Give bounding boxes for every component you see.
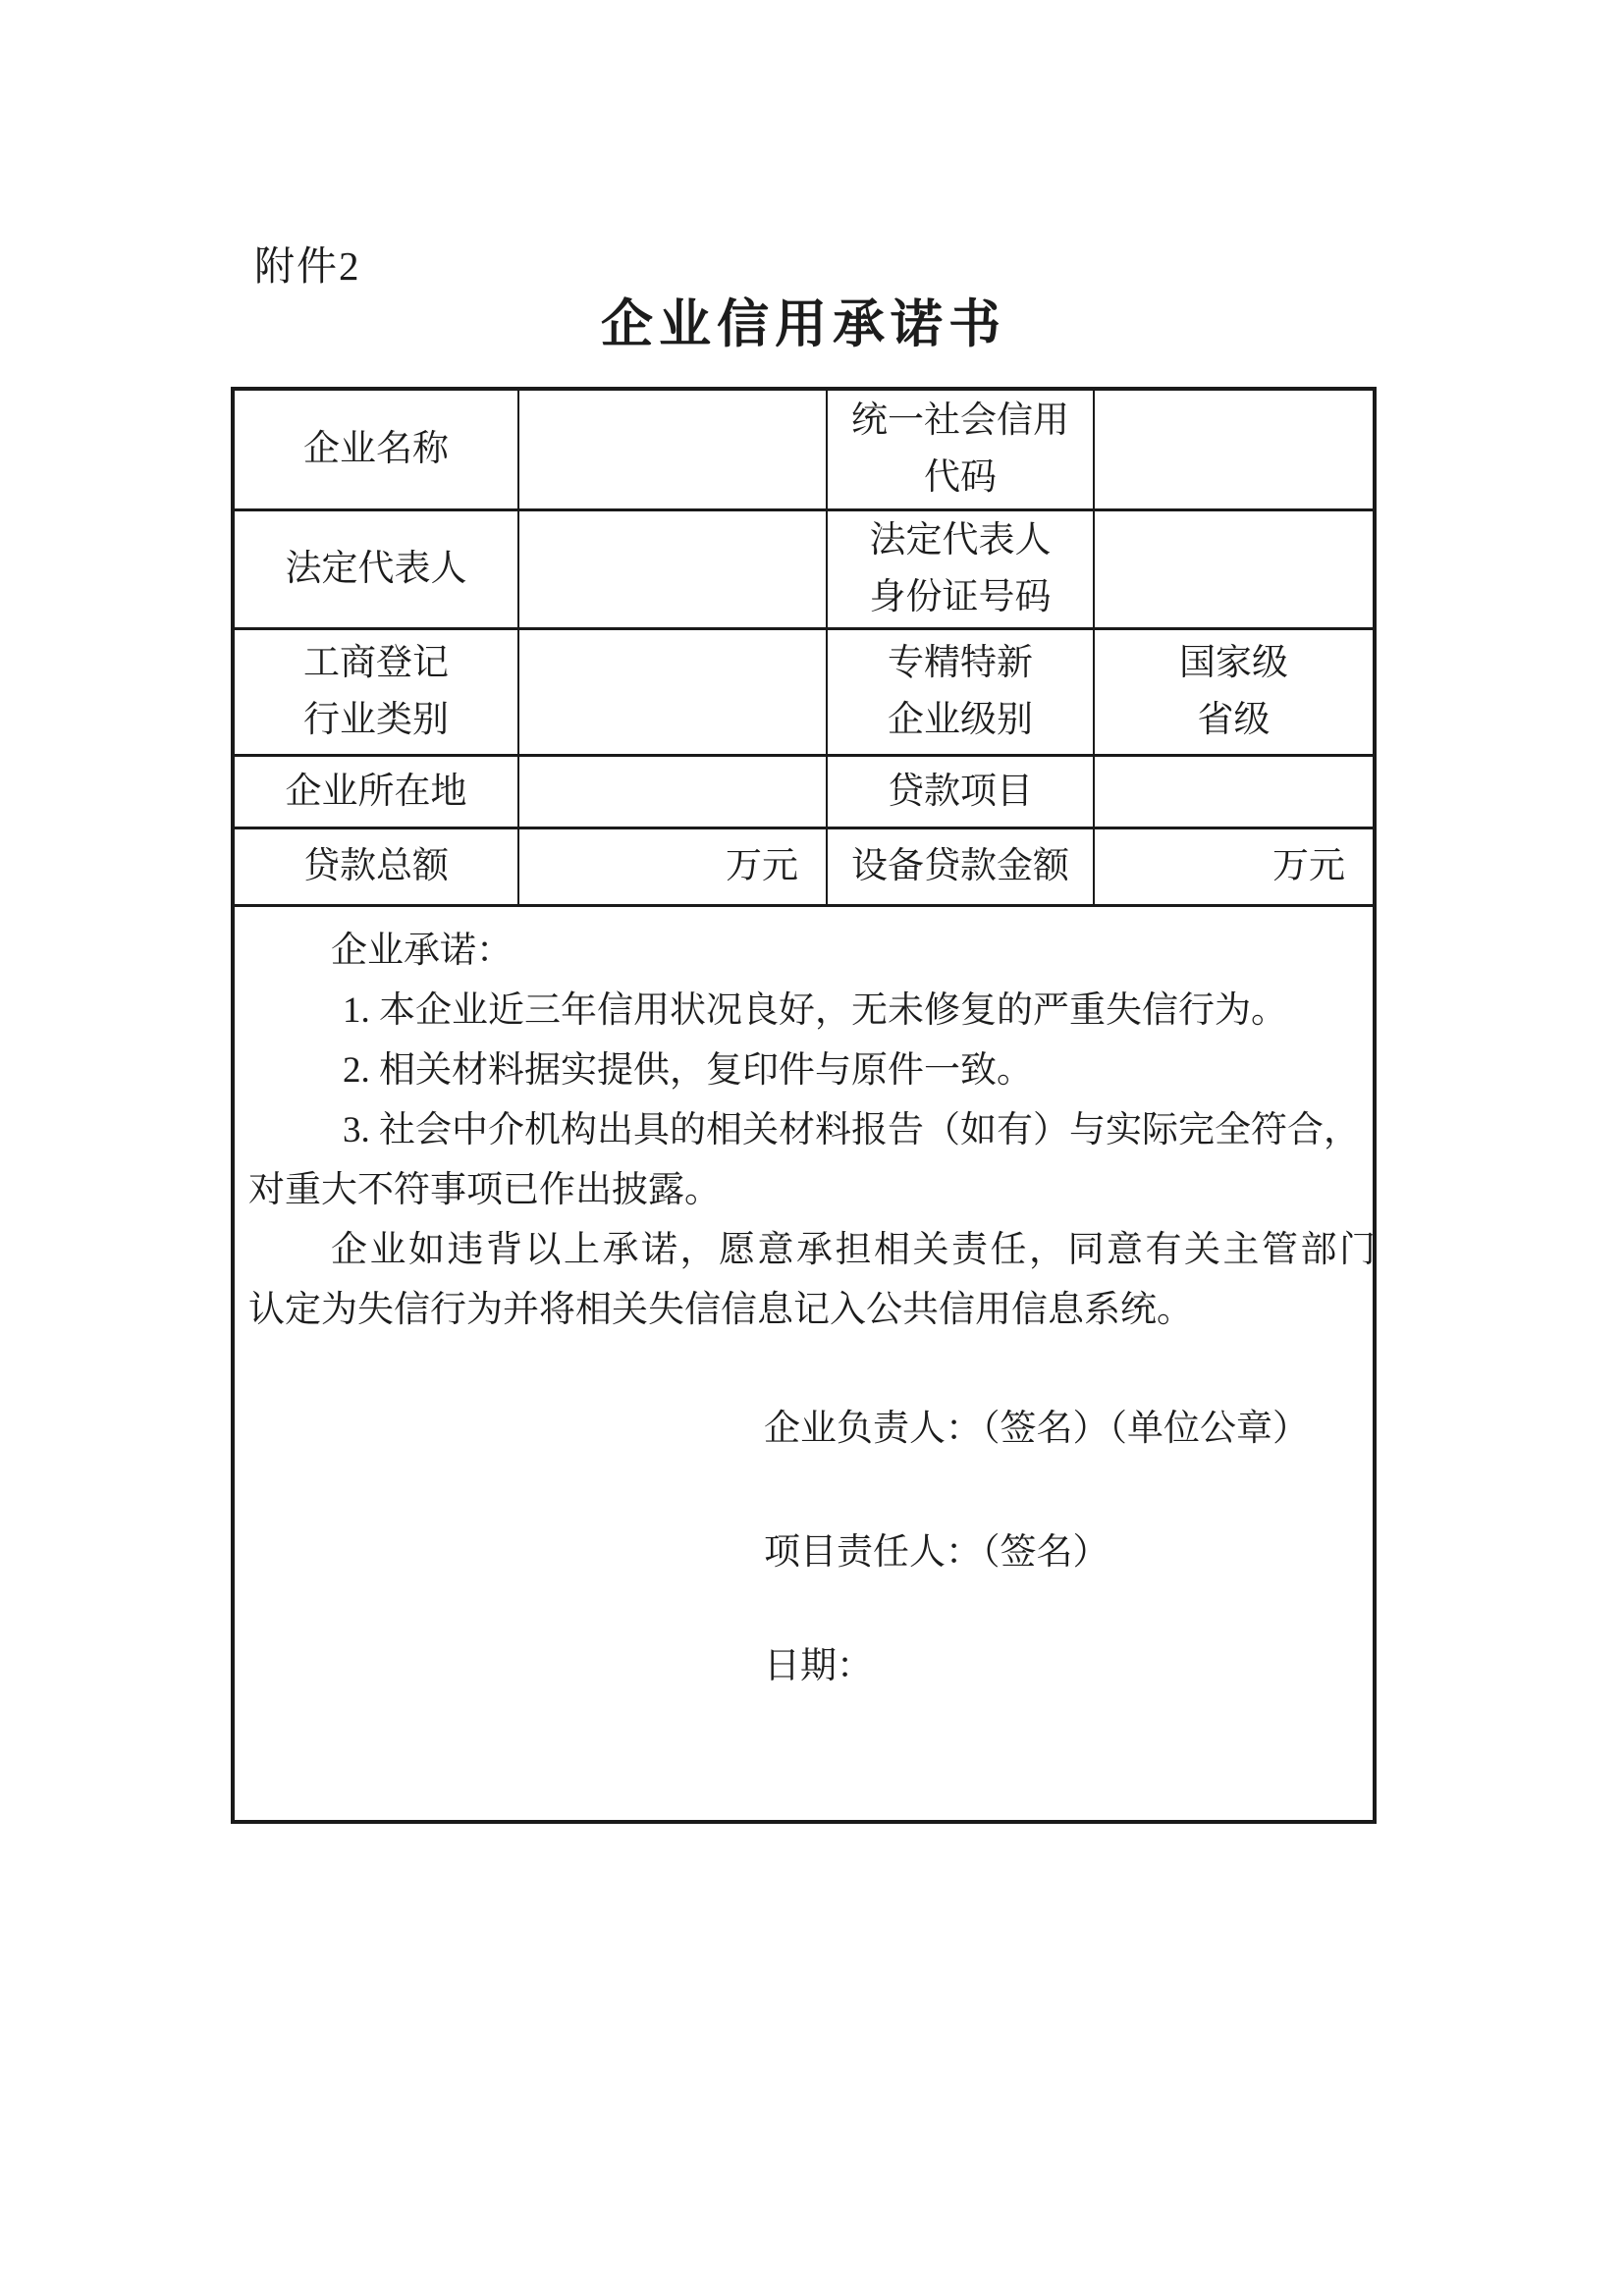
page-title: 企业信用承诺书 [601, 296, 1006, 353]
form-table [231, 387, 1377, 1824]
commitment-heading: 企业承诺： [331, 931, 513, 971]
commitment-item-1: 1. 本企业近三年信用状况良好，无未修复的严重失信行为。 [343, 990, 1287, 1031]
signature-date: 日期： [764, 1646, 873, 1686]
loan-project-label: 贷款项目 [828, 757, 1095, 829]
commitment-cell [235, 907, 1379, 1820]
form-grid [235, 391, 1373, 907]
credit-code-label: 统一社会信用 代码 [828, 391, 1095, 511]
legal-rep-value [519, 511, 828, 630]
loan-total-unit: 万元 [519, 829, 828, 907]
industry-category-value [519, 630, 828, 757]
commitment-paragraph-line-2: 认定为失信行为并将相关失信信息记入公共信用信息系统。 [248, 1290, 1193, 1330]
credit-code-value [1095, 391, 1373, 511]
equipment-loan-label: 设备贷款金额 [828, 829, 1095, 907]
loan-total-label: 贷款总额 [235, 829, 519, 907]
signature-principal: 企业负责人：（签名）（单位公章） [764, 1409, 1309, 1449]
company-name-value [519, 391, 828, 511]
company-location-value [519, 757, 828, 829]
equipment-loan-unit: 万元 [1095, 829, 1373, 907]
srdi-level-options: 国家级 省级 [1095, 630, 1373, 757]
legal-rep-id-label: 法定代表人 身份证号码 [828, 511, 1095, 630]
commitment-item-3-line-2: 对重大不符事项已作出披露。 [248, 1170, 721, 1210]
loan-project-value [1095, 757, 1373, 829]
company-name-label: 企业名称 [235, 391, 519, 511]
commitment-paragraph-line-1: 企业如违背以上承诺，愿意承担相关责任，同意有关主管部门 [331, 1230, 1379, 1270]
signature-project-leader: 项目责任人：（签名） [764, 1532, 1109, 1573]
commitment-item-2: 2. 相关材料据实提供，复印件与原件一致。 [343, 1050, 1033, 1091]
srdi-level-label: 专精特新 企业级别 [828, 630, 1095, 757]
legal-rep-label: 法定代表人 [235, 511, 519, 630]
company-location-label: 企业所在地 [235, 757, 519, 829]
commitment-item-3-line-1: 3. 社会中介机构出具的相关材料报告（如有）与实际完全符合， [343, 1110, 1360, 1150]
attachment-label: 附件2 [254, 243, 361, 289]
legal-rep-id-value [1095, 511, 1373, 630]
industry-category-label: 工商登记 行业类别 [235, 630, 519, 757]
